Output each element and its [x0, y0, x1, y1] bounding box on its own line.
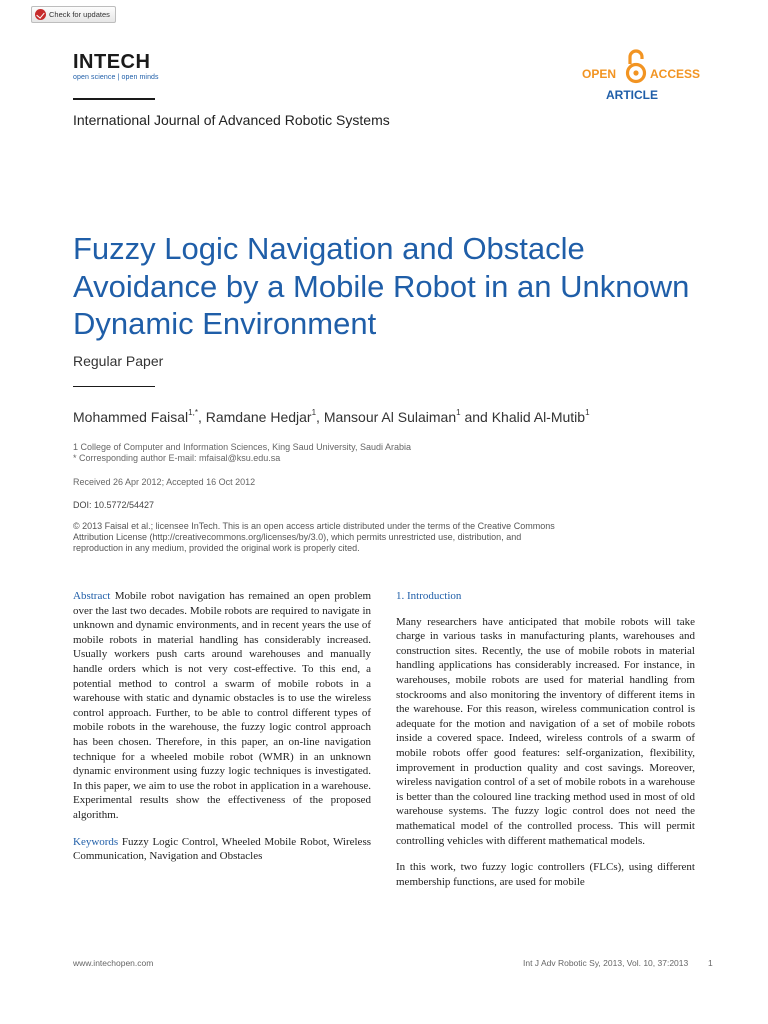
article-label: ARTICLE: [606, 88, 658, 102]
keywords: [73, 835, 371, 864]
journal-name: International Journal of Advanced Robotic Systems: [73, 112, 390, 128]
logo-divider: [73, 98, 155, 100]
abstract: [73, 589, 371, 823]
license-statement: © 2013 Faisal et al.; licensee InTech. This is an open access article distributed under the terms of the Creative Commons Attribution License (http://creativecommons.org/licenses/by/3.0), which permits unrestricted use, distribution, and reproduction in any medium, provided the original work is properly cited.: [73, 521, 555, 553]
author-affiliation-mark: 1: [456, 408, 461, 417]
check-for-updates-badge[interactable]: [31, 6, 116, 23]
author-separator: ,: [197, 409, 206, 425]
open-access-badge: [582, 46, 702, 106]
affiliation-block: [73, 442, 411, 464]
intro-paragraph: Many researchers have anticipated that mobile robots will take charge in various tasks in manufacturing plants, warehouses and construction sites. Recently, the use of mobile robots in material handling applications has considerably increased. For instance, in warehouses, mobile robots are used for material handling from stockrooms and also monitoring the inventory of different items in the warehouse. For this reason, wireless communication control is adequate for the motion and navigation of a set of mobile robots inside a covered space. Indeed, wireless controls of a swarm of mobile robots offer good features: self-organization, flexibility, improvement in production quality and cost savings. Moreover, wireless navigation control of a set of mobile robots in a warehouse is better than the coloured line tracking method used in most of old warehouse systems. The fuzzy logic control does not need the mathematical model of the controlled process. This will permit controlling vehicles with different mathematical models.: [396, 615, 695, 847]
keywords-text: Fuzzy Logic Control, Wheeled Mobile Robot, Wireless Communication, Navigation and Obstacles: [73, 835, 372, 863]
received-dates: Received 26 Apr 2012; Accepted 16 Oct 2012: [73, 477, 256, 487]
footer-citation: Int J Adv Robotic Sy, 2013, Vol. 10, 37:2013: [523, 958, 689, 968]
affiliation: 1 College of Computer and Information Sciences, King Saud University, Saudi Arabia: [73, 442, 412, 452]
open-label: OPEN: [582, 67, 617, 81]
author-separator: ,: [316, 409, 324, 425]
author-affiliation-mark: 1,*: [188, 408, 198, 417]
open-access-lock-icon: [624, 48, 648, 84]
abstract-text: Mobile robot navigation has remained an open problem over the last two decades. Mobile robots are required to navigate in unknown and dynamic environments, and in recent years the use of mobile robots in material handling has considerably increased. Usually workers push carts around warehouses and manually handle orders which is not very cost-effective. To this end, a potential method to control a swarm of mobile robots in a warehouse with static and dynamic obstacles is to use the wireless control approach. Further, to be able to control different types of mobile robots in the warehouse, the fuzzy logic control approach has been chosen. Therefore, in this paper, an on-line navigation technique for a wheeled mobile robot (WMR) in an unknown dynamic environment using fuzzy logic techniques is investigated. In this paper, we aim to use the robot in application in a warehouse. Experimental results show the effectiveness of the proposed algorithm.: [73, 590, 372, 821]
check-for-updates-label: Check for updates: [49, 10, 110, 19]
author-separator: and: [460, 409, 492, 425]
section-heading: 1. Introduction: [396, 590, 462, 602]
publisher-tagline: open science | open minds: [73, 74, 159, 81]
check-icon: [35, 9, 46, 20]
author-name: Khalid Al-Mutib: [491, 409, 586, 425]
paper-type-divider: [73, 386, 155, 387]
abstract-label: Abstract: [73, 590, 111, 602]
left-column: [73, 589, 371, 864]
corresponding-author: * Corresponding author E-mail: mfaisal@ksu.edu.sa: [73, 453, 281, 463]
author-affiliation-mark: 1: [585, 408, 590, 417]
footer-url[interactable]: www.intechopen.com: [73, 958, 154, 968]
intro-paragraph: In this work, two fuzzy logic controllers (FLCs), using different membership functions, are used for mobile: [396, 861, 695, 888]
publisher-logo: [73, 52, 159, 81]
author-affiliation-mark: 1: [311, 408, 317, 417]
doi: DOI: 10.5772/54427: [73, 500, 155, 510]
author-list: [73, 409, 590, 425]
publisher-name: INTECH: [73, 51, 151, 73]
right-column: [396, 589, 695, 889]
paper-title: Fuzzy Logic Navigation and Obstacle Avoidance by a Mobile Robot in an Unknown Dynamic Environment: [73, 231, 690, 341]
author-name: Mohammed Faisal: [73, 409, 189, 425]
author-name: Mansour Al Sulaiman: [323, 409, 457, 425]
author-name: Ramdane Hedjar: [205, 409, 312, 425]
page-number: 1: [708, 958, 713, 968]
keywords-label: Keywords: [73, 835, 119, 848]
access-label: ACCESS: [650, 67, 701, 81]
paper-type: Regular Paper: [73, 353, 164, 369]
